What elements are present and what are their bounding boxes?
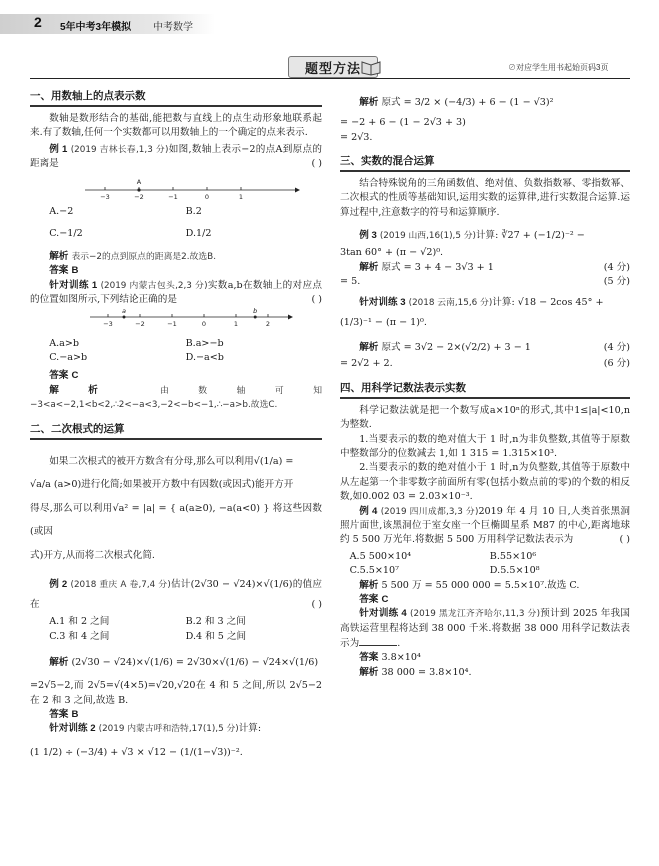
point-a-label: A xyxy=(136,177,142,186)
example-4-options-cd: C.5.5×10⁷ D.5.5×10⁸ xyxy=(349,565,540,577)
section-4-rule-2: 2.当要表示的数的绝对值小于 1 时,n为负整数,其值等于原数中从左起第一个非零数字前面所有零(包括小数点前的零)的个数的相反数,如0.002 03 = 2.03×10⁻³. xyxy=(340,462,630,503)
example-2: 例 2 (2018 重庆 A 卷,7,4 分)估计(2√30 − √24)×√(1/6)的值应在 ( ) xyxy=(30,579,322,611)
training-4-answer: 答案 3.8×10⁴ xyxy=(359,652,421,664)
section-3-intro: 结合特殊锐角的三角函数值、绝对值、负数指数幂、零指数幂、二次根式的性质等基础知识,运用实数的运算律,进行实数混合运算.运算过程中,注意数字的符号和运算顺序. xyxy=(340,178,630,218)
tick-label: −1 xyxy=(168,192,178,201)
section-2-intro-2: √a/a (a>0)进行化简;如果被开方数中有因数(或因式)能开方开 xyxy=(30,479,294,491)
left-column xyxy=(30,88,322,762)
example-2-options-ab: A.1 和 2 之间 B.2 和 3 之间 xyxy=(49,616,246,628)
book-icon xyxy=(360,58,382,76)
tick-label: 0 xyxy=(201,320,207,329)
point-a xyxy=(137,188,140,191)
example-4-answer: 答案 C xyxy=(359,593,389,605)
page-hint: ⊘对应学生用书起始页码3页 xyxy=(508,63,609,72)
tick-label: 1 xyxy=(233,320,239,329)
section-4-intro: 科学记数法就是把一个数写成a×10ⁿ的形式,其中1≤|a|<10,n为整数. xyxy=(340,404,630,431)
example-1-options-ab: A.−2 B.2 xyxy=(49,205,202,217)
section-1-title: 一、用数轴上的点表示数 xyxy=(30,90,146,102)
tick-label: −2 xyxy=(134,192,144,201)
training-1-options-cd: C.−a>b D.−a<b xyxy=(49,352,224,364)
example-3-solution-2: = 5. (5 分) xyxy=(340,276,630,288)
training-3: 针对训练 3 (2018 云南,15,6 分)计算: √18 − 2cos 45° + xyxy=(359,297,604,309)
training-4-solution: 解析 38 000 = 3.8×10⁴. xyxy=(359,666,472,678)
tick-label: −3 xyxy=(103,320,113,329)
section-1-rule xyxy=(30,105,322,107)
example-3: 例 3 (2019 山西,16(1),5 分)计算: ∛27 + (−1/2)⁻² − xyxy=(359,230,585,242)
right-column xyxy=(340,94,630,680)
training-1: 针对训练 1 (2019 内蒙古包头,2,3 分)实数a,b在数轴上的对应点的位置如图所示,下列结论正确的是 ( ) xyxy=(30,279,322,305)
section-3-title: 三、实数的混合运算 xyxy=(340,155,435,167)
example-2-options-cd: C.3 和 4 之间 D.4 和 5 之间 xyxy=(49,630,247,642)
point-a-label: a xyxy=(122,307,126,316)
tick-label: 0 xyxy=(204,192,210,201)
training-3-solution-2: = 2√2 + 2. (6 分) xyxy=(340,358,630,370)
tick-label: −3 xyxy=(100,192,110,201)
point-b xyxy=(254,316,257,319)
tick-label: 1 xyxy=(238,192,244,201)
example-1-answer: 答案 B xyxy=(49,265,79,277)
training-1-options-ab: A.a>b B.a>−b xyxy=(49,337,224,349)
example-4-solution: 解析 5 500 万 = 55 000 000 = 5.5×10⁷.故选 C. xyxy=(359,579,580,591)
section-2-title: 二、二次根式的运算 xyxy=(30,422,125,435)
point-b-label: b xyxy=(253,307,258,316)
training-3-cont: (1/3)⁻¹ − (π − 1)⁰. xyxy=(340,317,427,329)
section-2-intro-4: 式)开方,从而将二次根式化简. xyxy=(30,549,155,561)
training-1-answer: 答案 C xyxy=(49,370,79,382)
banner-title: 题型方法 xyxy=(304,60,361,76)
training-4: 针对训练 4 (2019 黑龙江齐齐哈尔,11,3 分)预计到 2025 年我国高铁运营里程将达到 38 000 千米.将数据 38 000 用科学记数法表示为 . xyxy=(340,608,630,650)
example-3-cont: 3tan 60° + (π − √2)⁰. xyxy=(340,247,444,259)
banner-rule xyxy=(30,78,630,79)
example-4-options-ab: A.5 500×10⁴ B.55×10⁶ xyxy=(349,550,537,562)
subject-title: 中考数学 xyxy=(153,22,193,33)
training-2-solution-1: 解析 原式 = 3/2 × (−4/3) + 6 − (1 − √3)² xyxy=(359,97,554,108)
example-1-options-cd: C.−1/2 D.1/2 xyxy=(49,228,212,240)
example-4: 例 4 (2019 四川成都,3,3 分)2019 年 4 月 10 日,人类首张黑洞照片面世,该黑洞位于室女座一个巨椭圆星系 M87 的中心,距离地球约 5 500 万光年.将数据 5 500 万用科学记数法表示为 ( ) xyxy=(340,505,630,546)
section-2-intro-3: 得尽,那么可以利用√a² = |a| = { a(a≥0), −a(a<0) } 将这些因数(或因 xyxy=(30,502,322,538)
training-2-expression: (1 1/2) ÷ (−3/4) + √3 × √12 − (1/(1−√3))⁻². xyxy=(30,746,243,758)
training-2-solution-3: = 2√3. xyxy=(340,131,373,143)
book-title: 5年中考3年模拟 xyxy=(60,22,132,33)
example-1-solution: 解析 表示−2的点到原点的距离是2.故选B. xyxy=(49,250,216,262)
section-2-intro-1: 如果二次根式的被开方数含有分母,那么可以利用√(1/a) = xyxy=(49,455,294,467)
point-a xyxy=(123,316,126,319)
answer-blank xyxy=(359,636,397,646)
tick-label: 2 xyxy=(265,320,271,329)
training-2: 针对训练 2 (2019 内蒙古呼和浩特,17(1),5 分)计算: xyxy=(49,723,262,735)
section-4-title: 四、用科学记数法表示实数 xyxy=(340,381,466,394)
example-1: 例 1 (2019 吉林长春,1,3 分)如图,数轴上表示−2的点A到原点的距离是 ( ) xyxy=(30,143,322,170)
example-3-solution-1: 解析 原式 = 3 + 4 − 3√3 + 1 (4 分) xyxy=(359,261,630,273)
section-1-intro: 数轴是数形结合的基础,能把数与直线上的点生动形象地联系起来.有了数轴,任何一个实数都可以用数轴上的一个确定的点来表示. xyxy=(30,113,322,139)
example-2-solution: 解析 (2√30 − √24)×√(1/6) = 2√30×√(1/6) − √24×√(1/6) xyxy=(49,657,319,669)
section-4-rule-1: 1.当要表示的数的绝对值大于 1 时,n为非负整数,其值等于原数中整数部分的位数减去 1,如 1 315 = 1.315×10³. xyxy=(340,433,630,460)
example-2-solution-cont: =2√5−2,而 2√5=√(4×5)=√20,√20在 4 和 5 之间,所以 2√5−2在 2 和 3 之间,故选 B. xyxy=(30,680,322,706)
tick-label: −1 xyxy=(167,320,177,329)
page-number: 2 xyxy=(34,14,42,30)
training-2-solution-2: = −2 + 6 − (1 − 2√3 + 3) xyxy=(340,117,466,129)
training-3-solution-1: 解析 原式 = 3√2 − 2×(√2/2) + 3 − 1 (4 分) xyxy=(359,342,630,354)
number-line-1 xyxy=(30,172,322,202)
training-1-solution: 解析 由数轴可知−3<a<−2,1<b<2,∴2<−a<3,−2<−b<−1,∴−a>b.故选C. xyxy=(30,384,322,411)
section-2-rule xyxy=(30,438,322,440)
section-3-rule xyxy=(340,170,630,172)
section-4-rule xyxy=(340,397,630,399)
example-2-answer: 答案 B xyxy=(49,709,79,721)
number-line-2 xyxy=(30,307,322,331)
tick-label: −2 xyxy=(135,320,145,329)
